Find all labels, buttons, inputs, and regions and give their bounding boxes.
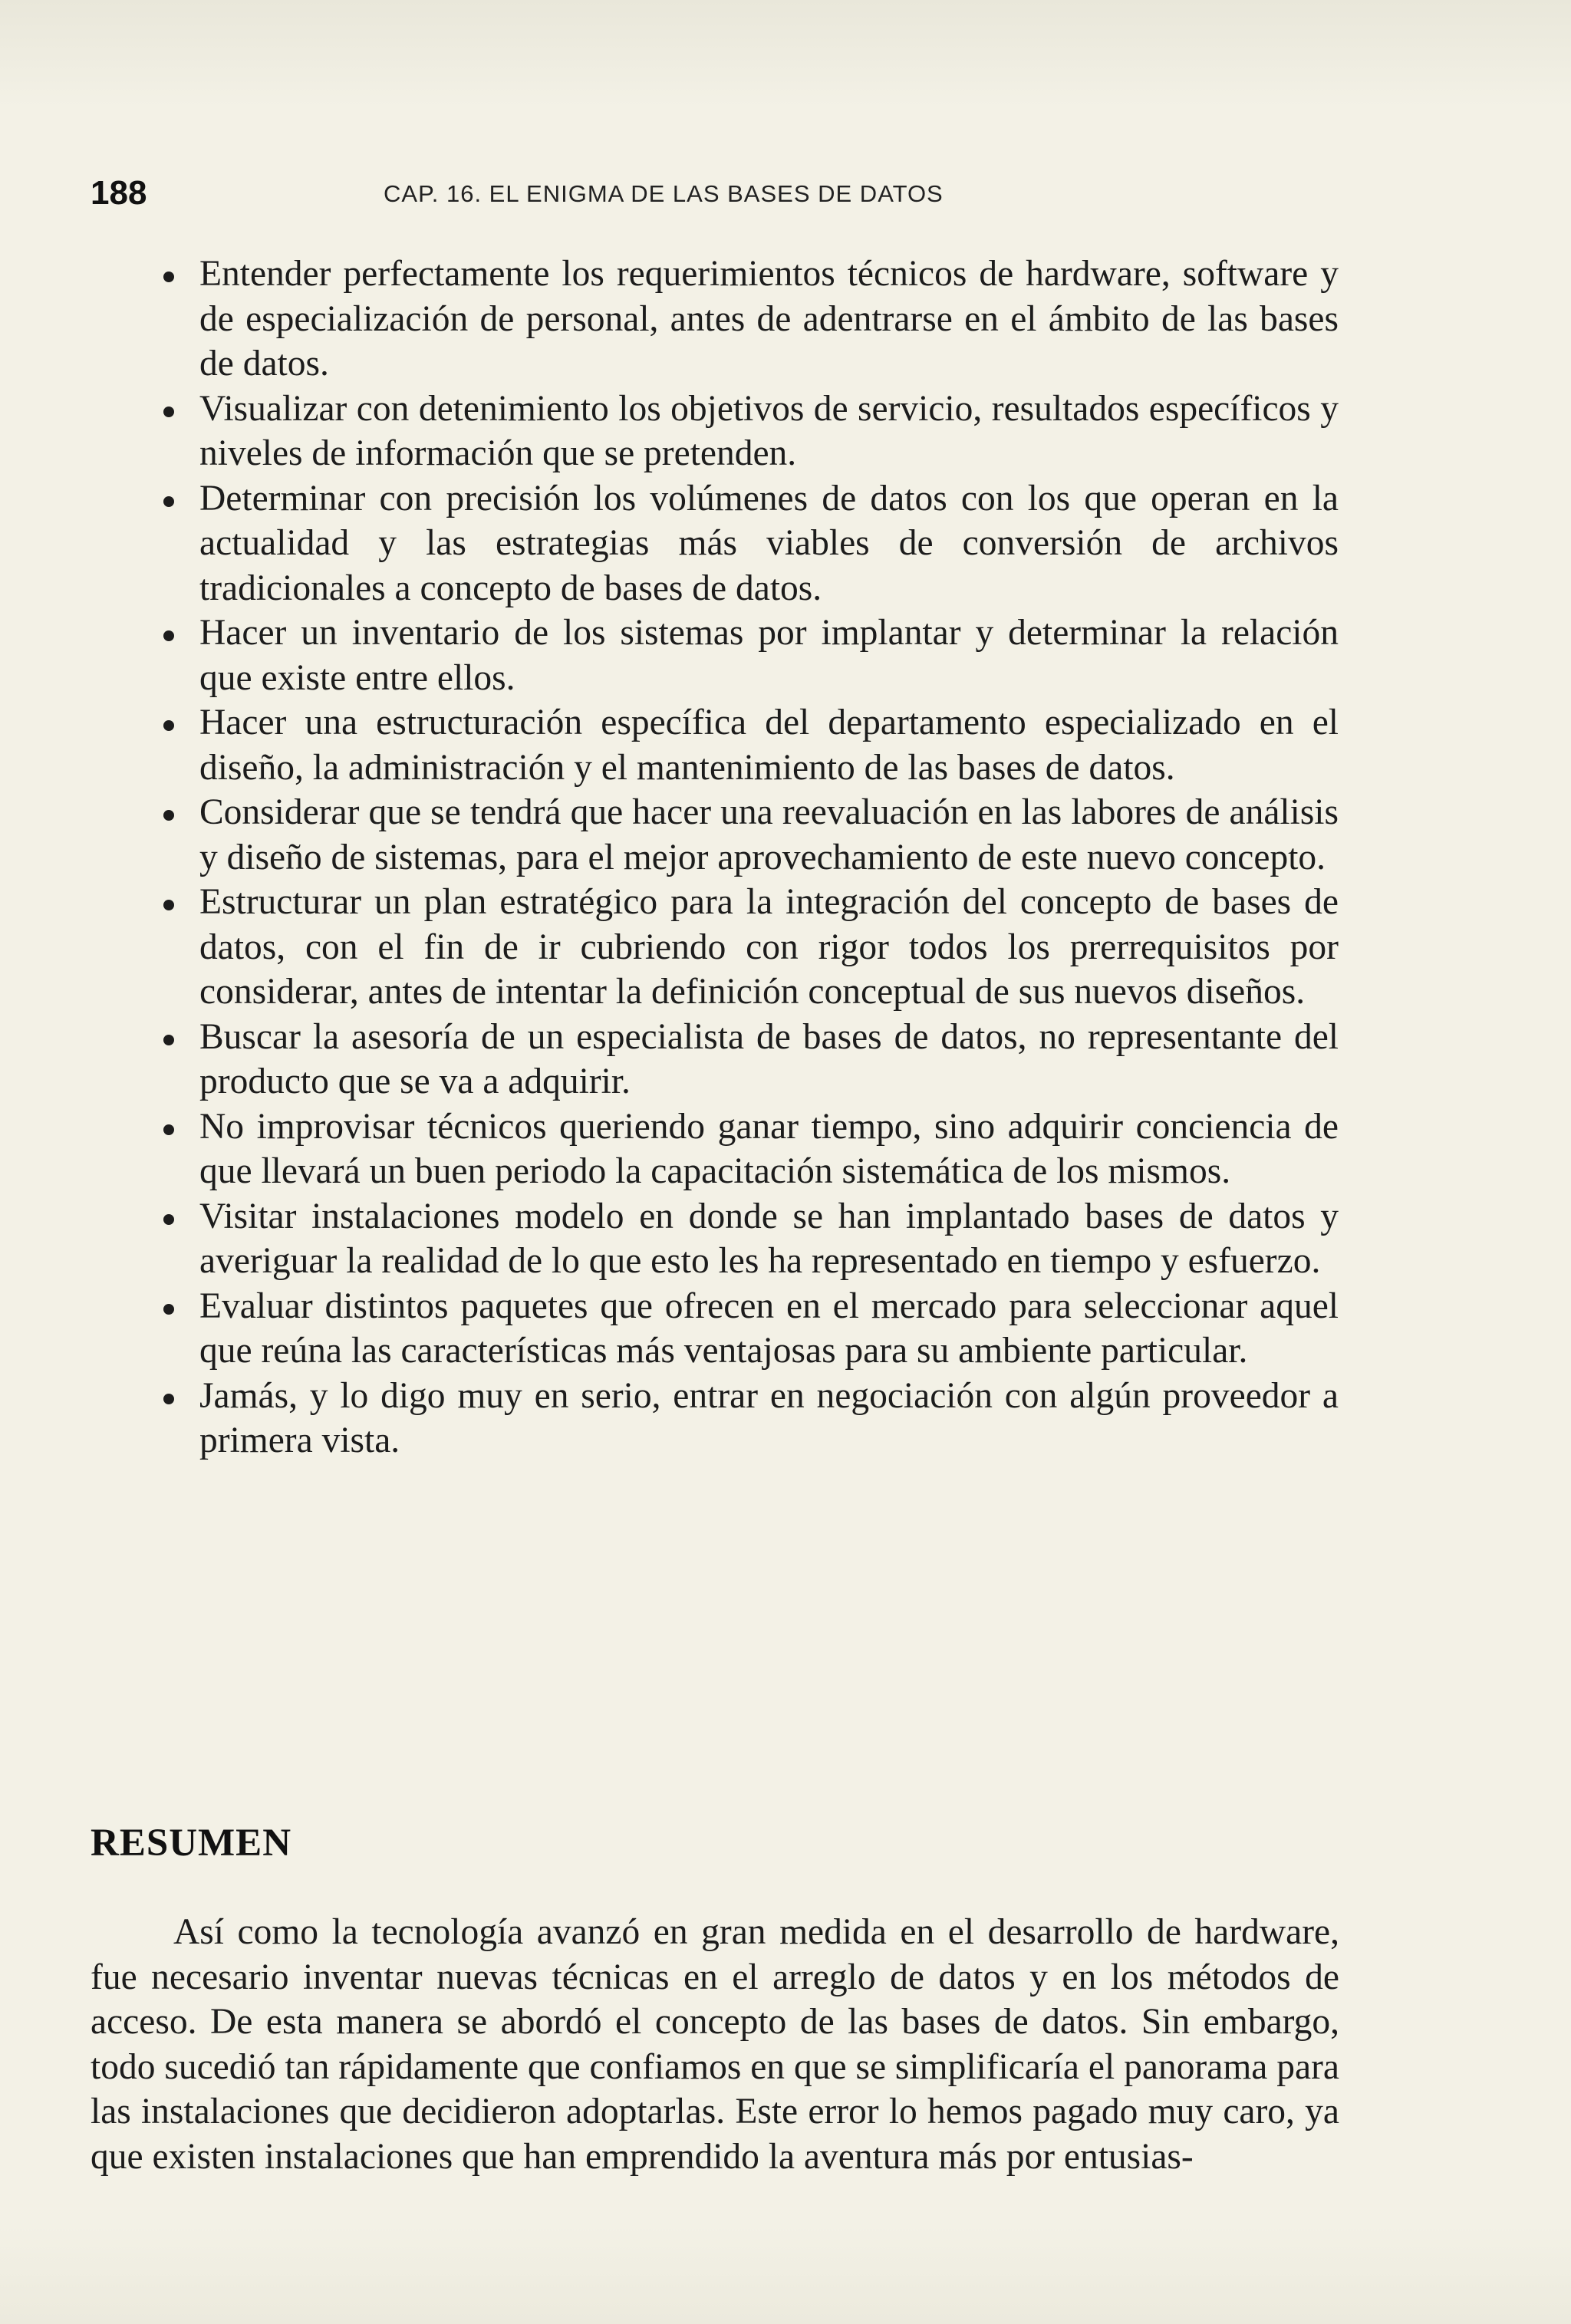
bullet-icon <box>163 496 174 507</box>
list-item <box>157 476 1339 611</box>
bullet-icon <box>163 1304 174 1315</box>
list-item-text: Visualizar con detenimiento los objetivos de servicio, resultados específicos y niveles de información que se pretenden. <box>199 388 1339 473</box>
list-item-text: Considerar que se tendrá que hacer una reevaluación en las labores de análisis y diseño de sistemas, para el mejor aprovechamiento de este nuevo concepto. <box>199 792 1339 877</box>
recommendations-list <box>157 252 1339 1463</box>
list-item-text: Estructurar un plan estratégico para la integración del concepto de bases de datos, con el fin de ir cubriendo con rigor todos los prerrequisitos por considerar, antes de intentar la definición conceptual de sus nuevos diseños. <box>199 882 1339 1012</box>
list-item-text: No improvisar técnicos queriendo ganar tiempo, sino adquirir conciencia de que llevará un buen periodo la capacitación sistemática de los mismos. <box>199 1106 1339 1191</box>
page-header <box>91 170 1349 216</box>
bullet-icon <box>163 272 174 282</box>
section-title: RESUMEN <box>91 1822 292 1865</box>
list-item <box>157 790 1339 880</box>
list-item <box>157 252 1339 387</box>
running-head: CAP. 16. EL ENIGMA DE LAS BASES DE DATOS <box>384 180 944 207</box>
list-item-text: Visitar instalaciones modelo en donde se han implantado bases de datos y averiguar la realidad de lo que esto les ha representado en tiempo y esfuerzo. <box>199 1196 1339 1281</box>
list-item <box>157 1284 1339 1374</box>
list-item-text: Evaluar distintos paquetes que ofrecen en el mercado para seleccionar aquel que reúna las características más ventajosas para su ambiente particular. <box>199 1285 1339 1371</box>
bullet-icon <box>163 900 174 910</box>
bullet-icon <box>163 1124 174 1135</box>
bullet-icon <box>163 810 174 821</box>
bullet-icon <box>163 720 174 731</box>
list-item <box>157 1015 1339 1104</box>
list-item <box>157 1194 1339 1284</box>
list-item <box>157 700 1339 790</box>
bullet-icon <box>163 1214 174 1225</box>
list-item <box>157 1374 1339 1463</box>
bullet-icon <box>163 1394 174 1404</box>
list-item-text: Jamás, y lo digo muy en serio, entrar en negociación con algún proveedor a primera vista. <box>199 1375 1339 1460</box>
list-item <box>157 880 1339 1015</box>
list-item-text: Hacer un inventario de los sistemas por implantar y determinar la relación que existe entre ellos. <box>199 613 1339 698</box>
summary-paragraph: Así como la tecnología avanzó en gran medida en el desarrollo de hardware, fue necesario inventar nuevas técnicas en el arreglo de datos y en los métodos de acceso. De esta manera se abordó el concepto de las bases de datos. Sin embargo, todo sucedió tan rápidamente que confiamos en que se simplificaría el panorama para las instalaciones que decidieron adoptarlas. Este error lo hemos pagado muy caro, ya que existen instalaciones que han emprendido la aventura más por entusias- <box>91 1912 1339 2177</box>
bullet-icon <box>163 407 174 417</box>
list-item <box>157 387 1339 476</box>
bullet-icon <box>163 630 174 641</box>
list-item <box>157 611 1339 700</box>
list-item-text: Hacer una estructuración específica del departamento especializado en el diseño, la administración y el mantenimiento de las bases de datos. <box>199 703 1339 788</box>
page-number: 188 <box>91 174 147 212</box>
list-item-text: Entender perfectamente los requerimientos técnicos de hardware, software y de especialización de personal, antes de adentrarse en el ámbito de las bases de datos. <box>199 254 1339 383</box>
list-item-text: Buscar la asesoría de un especialista de bases de datos, no representante del producto que se va a adquirir. <box>199 1016 1339 1101</box>
list-item <box>157 1104 1339 1194</box>
bullet-icon <box>163 1035 174 1045</box>
list-item-text: Determinar con precisión los volúmenes de datos con los que operan en la actualidad y las estrategias más viables de conversión de archivos tradicionales a concepto de bases de datos. <box>199 478 1339 608</box>
